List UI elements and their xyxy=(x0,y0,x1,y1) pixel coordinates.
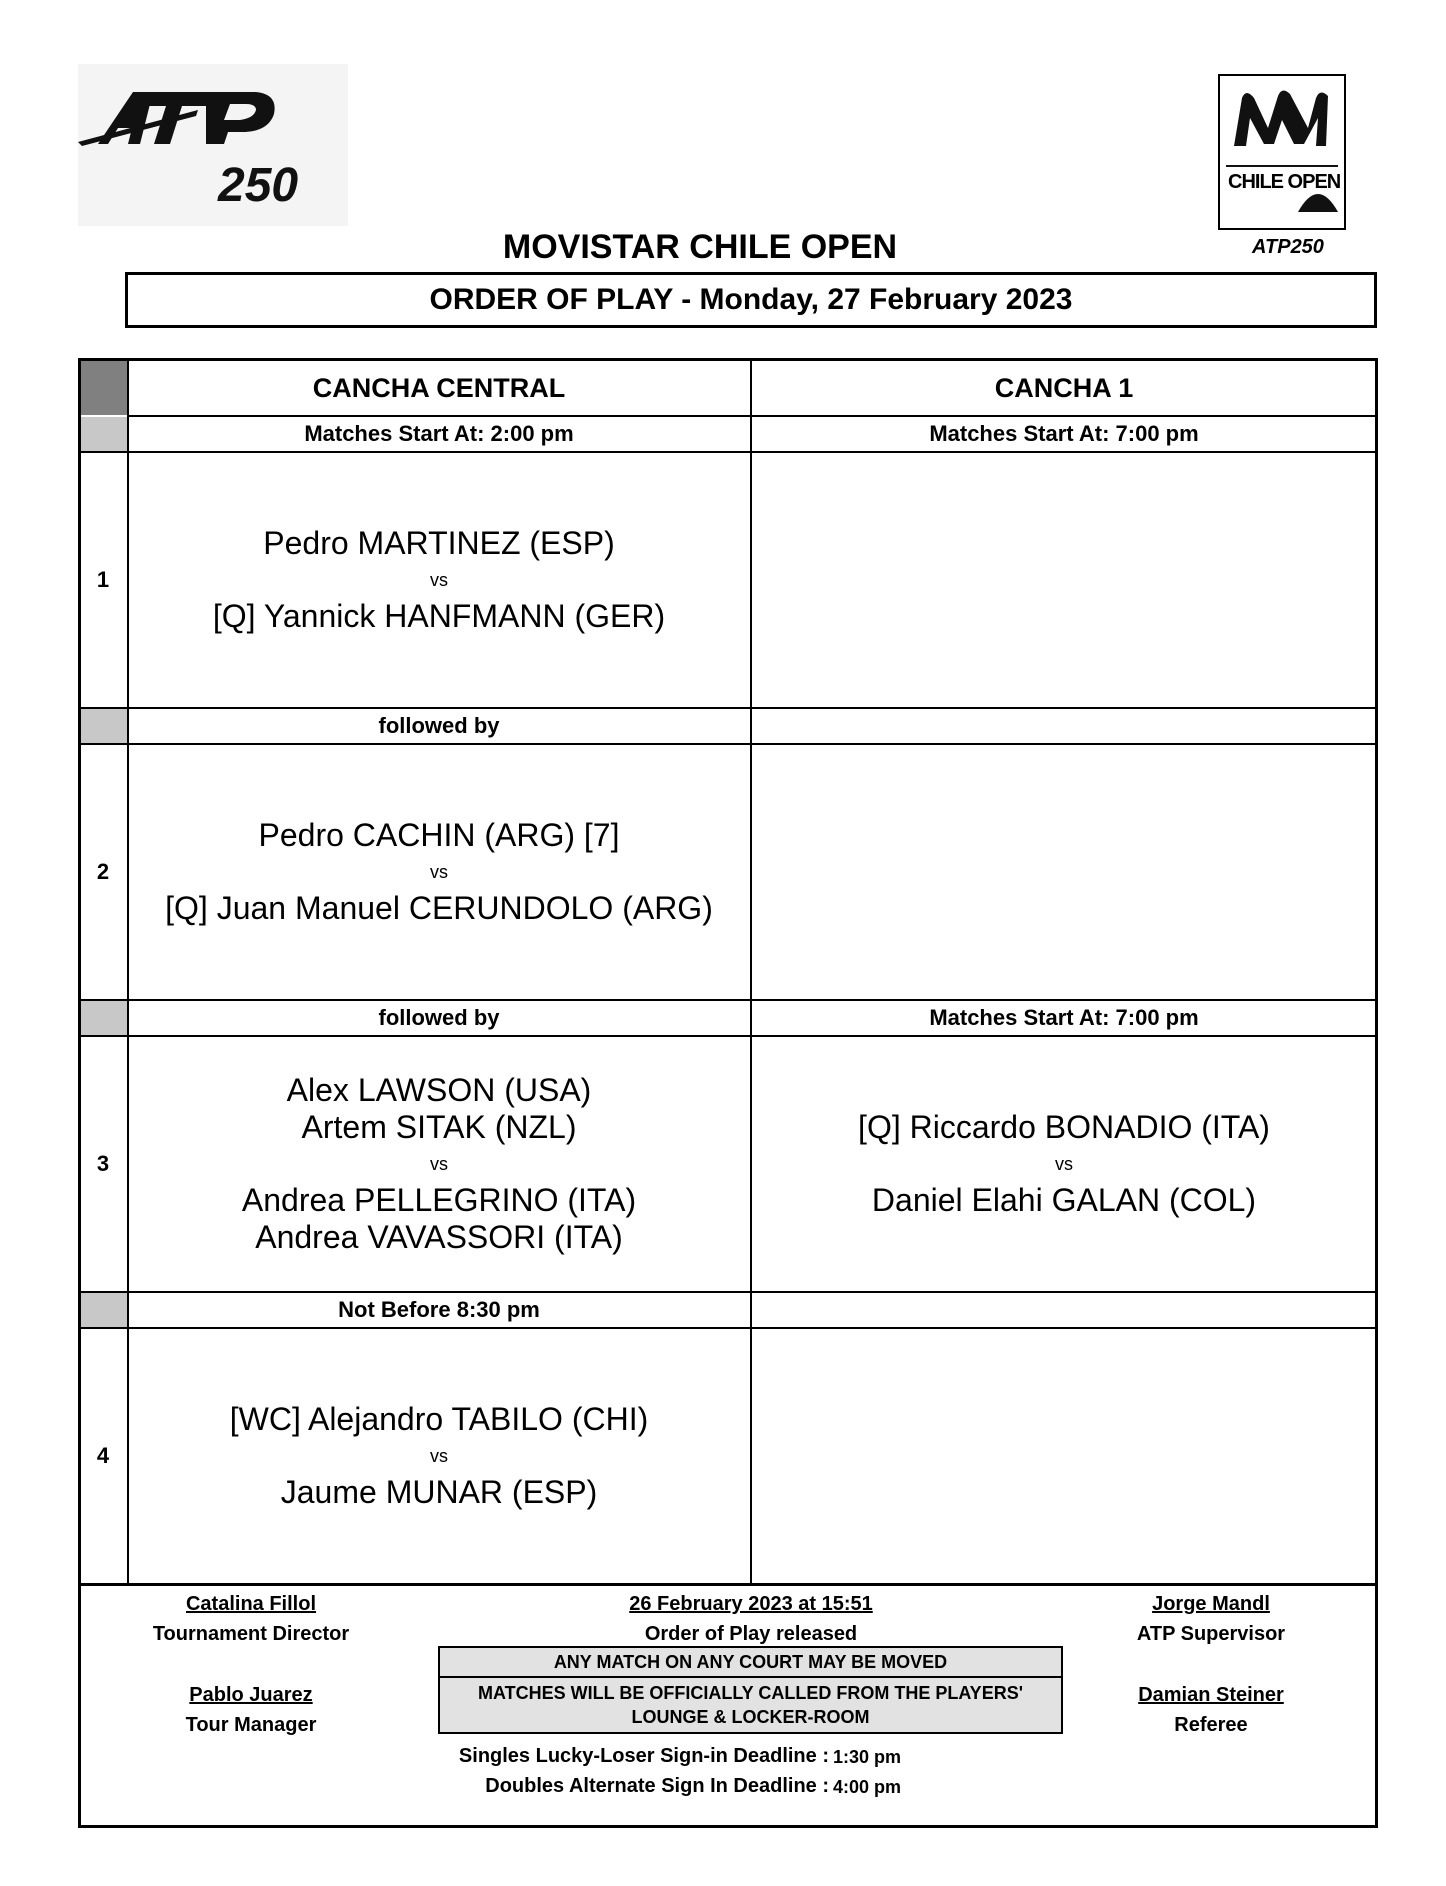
player-bottom: [Q] Juan Manuel CERUNDOLO (ARG) xyxy=(165,890,713,926)
referee-title: Referee xyxy=(1174,1714,1248,1736)
match-card-central-2 xyxy=(129,745,749,999)
player-bottom-1: Andrea PELLEGRINO (ITA) xyxy=(241,1182,637,1218)
corner-cell xyxy=(81,361,127,415)
followed-by-label: followed by xyxy=(378,1005,500,1030)
lucky-loser-deadline-label: Singles Lucky-Loser Sign-in Deadline : xyxy=(458,1745,829,1767)
player-top-1: Alex LAWSON (USA) xyxy=(286,1072,592,1108)
court-header-cancha1: CANCHA 1 xyxy=(994,373,1134,403)
match-number: 4 xyxy=(96,1443,110,1468)
player-top: [WC] Alejandro TABILO (CHI) xyxy=(229,1401,649,1437)
start-time-central: Matches Start At: 2:00 pm xyxy=(304,421,574,446)
player-top: Pedro CACHIN (ARG) [7] xyxy=(258,817,620,853)
tournament-title-text: MOVISTAR CHILE OPEN xyxy=(502,228,898,266)
vs-label: vs xyxy=(1055,1154,1073,1174)
start-row-marker xyxy=(81,417,127,451)
match-card-cancha1-3 xyxy=(752,1037,1376,1291)
atp-250-logo xyxy=(78,64,348,226)
match-number: 1 xyxy=(96,567,110,592)
director-name: Catalina Fillol xyxy=(185,1593,317,1615)
tournament-title xyxy=(0,228,1446,267)
separator-marker xyxy=(81,709,127,743)
referee-name: Damian Steiner xyxy=(1138,1684,1284,1706)
player-top: Pedro MARTINEZ (ESP) xyxy=(263,525,615,561)
notice-called xyxy=(438,1676,1063,1734)
match-card-central-3 xyxy=(129,1037,749,1291)
separator-marker xyxy=(81,1001,127,1035)
supervisor-name: Jorge Mandl xyxy=(1152,1593,1270,1615)
manager-title: Tour Manager xyxy=(185,1714,317,1736)
player-bottom: Daniel Elahi GALAN (COL) xyxy=(871,1182,1257,1218)
match-number: 3 xyxy=(96,1151,110,1176)
notice-moved: ANY MATCH ON ANY COURT MAY BE MOVED xyxy=(438,1646,1063,1678)
notice-called-line2: LOUNGE & LOCKER-ROOM xyxy=(631,1707,870,1727)
doubles-alternate-deadline-label: Doubles Alternate Sign In Deadline : xyxy=(485,1775,829,1797)
vs-label: vs xyxy=(430,1154,448,1174)
match-number: 2 xyxy=(96,859,110,884)
match-card-central-1 xyxy=(129,453,749,707)
vs-label: vs xyxy=(430,570,448,590)
not-before-label: Not Before 8:30 pm xyxy=(338,1297,540,1322)
start-time-cancha1-row3: Matches Start At: 7:00 pm xyxy=(929,1005,1199,1030)
followed-by-label: followed by xyxy=(378,713,500,738)
match-card-central-4 xyxy=(129,1329,749,1583)
start-time-cancha1: Matches Start At: 7:00 pm xyxy=(929,421,1199,446)
manager-name: Pablo Juarez xyxy=(189,1684,313,1706)
released-label: Order of Play released xyxy=(644,1623,858,1645)
released-date: 26 February 2023 at 15:51 xyxy=(629,1593,873,1615)
supervisor-title: ATP Supervisor xyxy=(1136,1623,1286,1645)
lucky-loser-deadline-time: 1:30 pm xyxy=(833,1747,902,1767)
notice-called-line1: MATCHES WILL BE OFFICIALLY CALLED FROM THE PLAYERS' xyxy=(478,1683,1023,1703)
movistar-chile-open-logo xyxy=(1218,74,1346,230)
separator-marker xyxy=(81,1293,127,1327)
chile-open-label: CHILE OPEN xyxy=(1228,171,1341,193)
player-bottom-2: Andrea VAVASSORI (ITA) xyxy=(255,1219,623,1255)
vs-label: vs xyxy=(430,1446,448,1466)
court-header-central: CANCHA CENTRAL xyxy=(312,373,566,403)
order-of-play-header: ORDER OF PLAY - Monday, 27 February 2023 xyxy=(125,272,1377,328)
player-top-2: Artem SITAK (NZL) xyxy=(301,1109,577,1145)
director-title: Tournament Director xyxy=(152,1623,350,1645)
chile-open-atp250-label: ATP250 xyxy=(1252,236,1324,258)
player-bottom: [Q] Yannick HANFMANN (GER) xyxy=(212,598,666,634)
player-top: [Q] Riccardo BONADIO (ITA) xyxy=(858,1109,1270,1145)
vs-label: vs xyxy=(430,862,448,882)
atp-250-number: 250 xyxy=(218,159,299,212)
player-bottom: Jaume MUNAR (ESP) xyxy=(280,1474,598,1510)
order-of-play-table xyxy=(78,358,1378,1828)
doubles-alternate-deadline-time: 4:00 pm xyxy=(833,1777,902,1797)
